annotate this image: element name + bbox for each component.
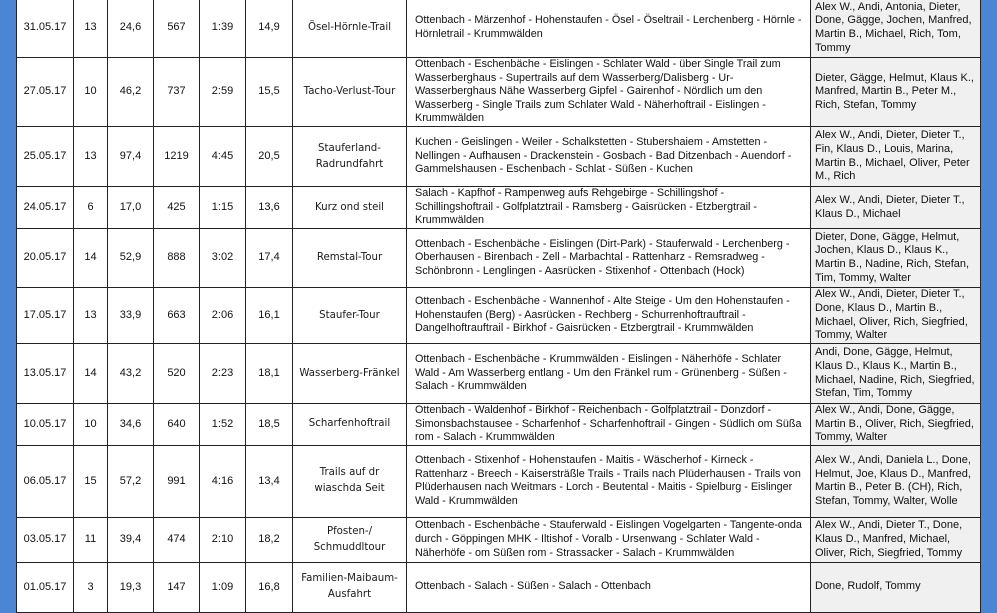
ride-time-cell: 1:09 [200, 562, 246, 612]
elevation-gain-cell: 737 [154, 58, 200, 127]
ride-time-cell: 1:39 [200, 0, 246, 58]
tour-name-cell: Kurz ond steil [293, 187, 407, 229]
participants-cell: Alex W., Andi, Dieter, Dieter T., Fin, Klaus D., Louis, Marina, Martin B., Michael, Oliver, Peter M., Rich [811, 127, 981, 187]
table-row [17, 344, 981, 404]
average-speed-cell: 18,2 [246, 517, 293, 562]
tour-date-cell: 20.05.17 [17, 229, 74, 288]
table-row [17, 187, 981, 229]
rider-count-cell: 10 [74, 404, 108, 446]
average-speed-cell: 18,5 [246, 404, 293, 446]
elevation-gain-cell: 991 [154, 445, 200, 517]
distance-km-cell: 17,0 [108, 187, 154, 229]
tour-name-cell: Wasserberg-Fränkel [293, 344, 407, 404]
average-speed-cell: 20,5 [246, 127, 293, 187]
ride-time-cell: 4:16 [200, 445, 246, 517]
elevation-gain-cell: 474 [154, 517, 200, 562]
tour-route-cell: Ottenbach - Waldenhof - Birkhof - Reichenbach - Golfplatztrail - Donzdorf - Simonsbachstausee - Scharfenhof - Scharfenhoftrail - Gingen - Südlich om Süßa rom - Salach - Krummwälden [407, 404, 811, 446]
tour-date-cell: 17.05.17 [17, 288, 74, 344]
tour-name-cell: Trails auf dr wiaschda Seit [293, 445, 407, 517]
table-row [17, 445, 981, 517]
tour-route-cell: Ottenbach - Eschenbäche - Wannenhof - Alte Steige - Um den Hohenstaufen - Hohenstaufen (Berg) - Aasrücken - Rechberg - Schurrenhoftrauftrail - Dangelhoftrauftrail - Birkhof - Gaisrücken - Etzbergtrail - Krummwälden [407, 288, 811, 344]
tour-route-cell: Ottenbach - Eschenbäche - Eislingen (Dirt-Park) - Stauferwald - Lerchenberg - Oberhausen - Birenbach - Zell - Marbachtal - Rattenharz - Remsradweg - Schönbronn - Lenglingen - Aasrücken - Stixenhof - Ottenbach (Hock) [407, 229, 811, 288]
rider-count-cell: 13 [74, 127, 108, 187]
rider-count-cell: 3 [74, 562, 108, 612]
average-speed-cell: 14,9 [246, 0, 293, 58]
tour-date-cell: 31.05.17 [17, 0, 74, 58]
rider-count-cell: 13 [74, 288, 108, 344]
average-speed-cell: 16,1 [246, 288, 293, 344]
table-row [17, 562, 981, 612]
tour-route-cell: Ottenbach - Eschenbäche - Krummwälden - Eislingen - Näherhöfe - Schlater Wald - Am Wasserberg entlang - Um den Fränkel rum - Grünenberg - Süßen - Salach - Krummwälden [407, 344, 811, 404]
rider-count-cell: 6 [74, 187, 108, 229]
average-speed-cell: 15,5 [246, 58, 293, 127]
tour-date-cell: 01.05.17 [17, 562, 74, 612]
tour-log-table [16, 0, 981, 613]
tour-route-cell: Ottenbach - Eschenbäche - Eislingen - Schlater Wald - über Single Trail zum Wasserberghaus - Supertrails auf dem Wasserberg/Dalisberg - Ur-Wasserberghaus Nähe Wasserberg Gipfel - Gairenhof - Nördlich um den Wasserberg - Single Trails zum Schlater Wald - Näherhoftrail - Eislingen - Krummwälden [407, 58, 811, 127]
table-row [17, 288, 981, 344]
distance-km-cell: 39,4 [108, 517, 154, 562]
elevation-gain-cell: 520 [154, 344, 200, 404]
ride-time-cell: 1:52 [200, 404, 246, 446]
ride-time-cell: 1:15 [200, 187, 246, 229]
tour-date-cell: 24.05.17 [17, 187, 74, 229]
ride-time-cell: 4:45 [200, 127, 246, 187]
ride-time-cell: 2:10 [200, 517, 246, 562]
ride-time-cell: 2:59 [200, 58, 246, 127]
distance-km-cell: 52,9 [108, 229, 154, 288]
tour-route-cell: Ottenbach - Salach - Süßen - Salach - Ottenbach [407, 562, 811, 612]
average-speed-cell: 13,4 [246, 445, 293, 517]
distance-km-cell: 34,6 [108, 404, 154, 446]
tour-rows [17, 0, 981, 612]
average-speed-cell: 16,8 [246, 562, 293, 612]
distance-km-cell: 46,2 [108, 58, 154, 127]
participants-cell: Dieter, Done, Gägge, Helmut, Jochen, Klaus D., Klaus K., Martin B., Nadine, Rich, Stefan, Tim, Tommy, Walter [811, 229, 981, 288]
rider-count-cell: 13 [74, 0, 108, 58]
tour-name-cell: Ösel-Hörnle-Trail [293, 0, 407, 58]
elevation-gain-cell: 663 [154, 288, 200, 344]
tour-date-cell: 10.05.17 [17, 404, 74, 446]
participants-cell: Alex W., Andi, Done, Gägge, Martin B., Oliver, Rich, Siegfried, Tommy, Walter [811, 404, 981, 446]
rider-count-cell: 14 [74, 344, 108, 404]
elevation-gain-cell: 425 [154, 187, 200, 229]
distance-km-cell: 19,3 [108, 562, 154, 612]
ride-time-cell: 3:02 [200, 229, 246, 288]
participants-cell: Alex W., Andi, Dieter, Dieter T., Done, Klaus D., Martin B., Michael, Oliver, Rich, Siegfried, Tommy, Walter [811, 288, 981, 344]
participants-cell: Alex W., Andi, Antonia, Dieter, Done, Gägge, Jochen, Manfred, Martin B., Michael, Rich, Tom, Tommy [811, 0, 981, 58]
tour-route-cell: Ottenbach - Stixenhof - Hohenstaufen - Maitis - Wäscherhof - Kirneck - Rattenharz - Breech - Kaisersträßle Trails - Trails nach Plüderhausen - Trails von Plüderhausen nach Weitmars - Lorch - Beutental - Maitis - Spielburg - Eislinger Wald - Krummwälden [407, 445, 811, 517]
tour-name-cell: Stauferland-Radrundfahrt [293, 127, 407, 187]
elevation-gain-cell: 147 [154, 562, 200, 612]
tour-name-cell: Familien-Maibaum-Ausfahrt [293, 562, 407, 612]
table-row [17, 404, 981, 446]
tour-route-cell: Kuchen - Geislingen - Weiler - Schalkstetten - Stubershaiem - Amstetten - Nellingen - Aufhausen - Drackenstein - Gosbach - Bad Ditzenbach - Auendorf - Gammelshausen - Eschenbach - Schlat - Süßen - Kuchen [407, 127, 811, 187]
table-row [17, 58, 981, 127]
rider-count-cell: 10 [74, 58, 108, 127]
tour-route-cell: Salach - Kapfhof - Rampenweg aufs Rehgebirge - Schillingshof - Schillingshoftrail - Golfplatztrail - Ramsberg - Gaisrücken - Etzbergtrail - Krummwälden [407, 187, 811, 229]
distance-km-cell: 24,6 [108, 0, 154, 58]
elevation-gain-cell: 888 [154, 229, 200, 288]
tour-date-cell: 13.05.17 [17, 344, 74, 404]
tour-name-cell: Tacho-Verlust-Tour [293, 58, 407, 127]
participants-cell: Alex W., Andi, Dieter, Dieter T., Klaus D., Michael [811, 187, 981, 229]
distance-km-cell: 57,2 [108, 445, 154, 517]
table-row [17, 127, 981, 187]
left-frame-border [0, 0, 16, 608]
table-row [17, 517, 981, 562]
tour-name-cell: Scharfenhoftrail [293, 404, 407, 446]
rider-count-cell: 15 [74, 445, 108, 517]
ride-time-cell: 2:06 [200, 288, 246, 344]
average-speed-cell: 13,6 [246, 187, 293, 229]
tour-date-cell: 25.05.17 [17, 127, 74, 187]
elevation-gain-cell: 1219 [154, 127, 200, 187]
elevation-gain-cell: 640 [154, 404, 200, 446]
tour-name-cell: Pfosten-/ Schmuddltour [293, 517, 407, 562]
participants-cell: Dieter, Gägge, Helmut, Klaus K., Manfred, Martin B., Peter M., Rich, Stefan, Tommy [811, 58, 981, 127]
table-row [17, 0, 981, 58]
right-frame-border [980, 0, 997, 608]
rider-count-cell: 11 [74, 517, 108, 562]
participants-cell: Done, Rudolf, Tommy [811, 562, 981, 612]
distance-km-cell: 43,2 [108, 344, 154, 404]
distance-km-cell: 33,9 [108, 288, 154, 344]
tour-date-cell: 06.05.17 [17, 445, 74, 517]
average-speed-cell: 18,1 [246, 344, 293, 404]
participants-cell: Alex W., Andi, Daniela L., Done, Helmut, Joe, Klaus D., Manfred, Martin B., Peter B. (CH), Rich, Stefan, Tommy, Walter, Wolle [811, 445, 981, 517]
rider-count-cell: 14 [74, 229, 108, 288]
ride-time-cell: 2:23 [200, 344, 246, 404]
tour-date-cell: 03.05.17 [17, 517, 74, 562]
tour-date-cell: 27.05.17 [17, 58, 74, 127]
participants-cell: Andi, Done, Gägge, Helmut, Klaus D., Klaus K., Martin B., Michael, Nadine, Rich, Siegfried, Stefan, Tim, Tommy [811, 344, 981, 404]
participants-cell: Alex W., Andi, Dieter T., Done, Klaus D., Manfred, Michael, Oliver, Rich, Siegfried, Tommy [811, 517, 981, 562]
table-row [17, 229, 981, 288]
tour-name-cell: Remstal-Tour [293, 229, 407, 288]
tour-route-cell: Ottenbach - Märzenhof - Hohenstaufen - Ösel - Öseltrail - Lerchenberg - Hörnle - Hörnletrail - Krummwälden [407, 0, 811, 58]
distance-km-cell: 97,4 [108, 127, 154, 187]
tour-name-cell: Staufer-Tour [293, 288, 407, 344]
elevation-gain-cell: 567 [154, 0, 200, 58]
average-speed-cell: 17,4 [246, 229, 293, 288]
tour-route-cell: Ottenbach - Eschenbäche - Stauferwald - Eislingen Vogelgarten - Tangente-onda durch - Göppingen MHK - Iltishof - Voralb - Ursenwang - Schlater Wald - Näherhöfe - om Süßen rom - Strassacker - Salach - Krummwälden [407, 517, 811, 562]
